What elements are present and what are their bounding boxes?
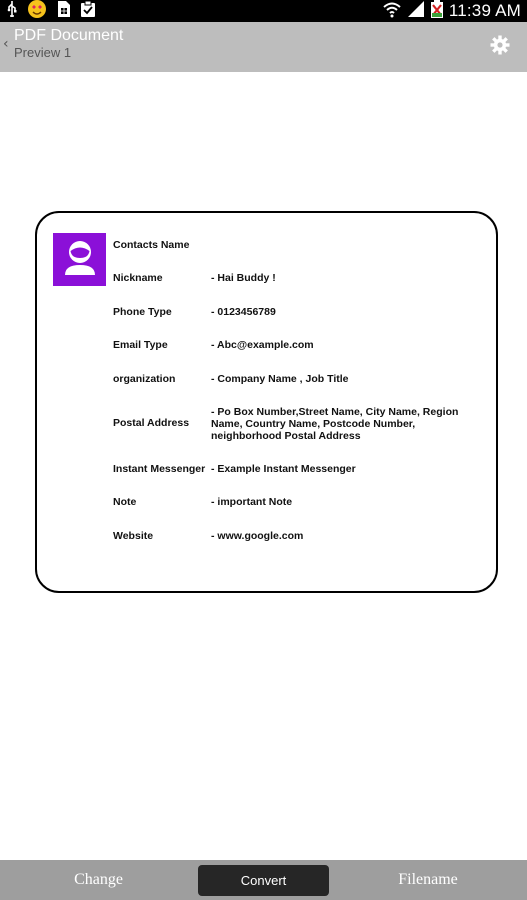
field-value: - Example Instant Messenger xyxy=(211,463,356,475)
field-value: - Abc@example.com xyxy=(211,339,314,351)
field-value: - 0123456789 xyxy=(211,306,276,318)
field-label: Contacts Name xyxy=(113,239,190,251)
signal-icon xyxy=(407,0,425,23)
field-label: organization xyxy=(113,373,176,385)
page-subtitle: Preview 1 xyxy=(14,45,72,60)
person-icon xyxy=(60,237,100,282)
avatar xyxy=(53,233,106,286)
filename-button[interactable]: Filename xyxy=(398,871,458,888)
clipboard-icon xyxy=(80,0,96,23)
action-bar xyxy=(0,22,527,72)
contact-card xyxy=(35,211,498,593)
status-bar-system xyxy=(382,0,521,22)
field-value: - important Note xyxy=(211,496,293,508)
usb-icon xyxy=(6,0,18,23)
page-title[interactable]: PDF Document xyxy=(14,27,124,44)
field-label: Instant Messenger xyxy=(113,463,206,475)
bottom-action-bar xyxy=(0,860,527,900)
field-label: Email Type xyxy=(113,339,168,351)
gear-icon xyxy=(490,35,510,60)
field-label: Website xyxy=(113,530,154,542)
status-bar xyxy=(0,0,527,22)
wifi-icon xyxy=(382,0,402,23)
field-label: Postal Address xyxy=(113,417,190,429)
field-label: Phone Type xyxy=(113,306,172,318)
field-value: - Company Name , Job Title xyxy=(211,373,349,385)
field-value: - www.google.com xyxy=(211,530,304,542)
back-chevron-icon[interactable]: ‹ xyxy=(3,36,9,52)
field-label: Note xyxy=(113,496,137,508)
field-value: - Po Box Number,Street Name, City Name, Region Name, Country Name, Postcode Number, neighborhood Postal Address xyxy=(211,406,459,442)
battery-icon xyxy=(430,0,444,23)
field-value: - Hai Buddy ! xyxy=(211,272,276,284)
sim-icon xyxy=(56,0,72,23)
status-bar-notifications xyxy=(6,2,96,20)
change-button[interactable]: Change xyxy=(74,871,123,888)
emoji-icon xyxy=(26,0,48,24)
settings-button[interactable] xyxy=(489,36,511,58)
field-label: Nickname xyxy=(113,272,163,284)
status-time: 11:39 AM xyxy=(448,1,521,20)
convert-button[interactable]: Convert xyxy=(198,865,329,896)
